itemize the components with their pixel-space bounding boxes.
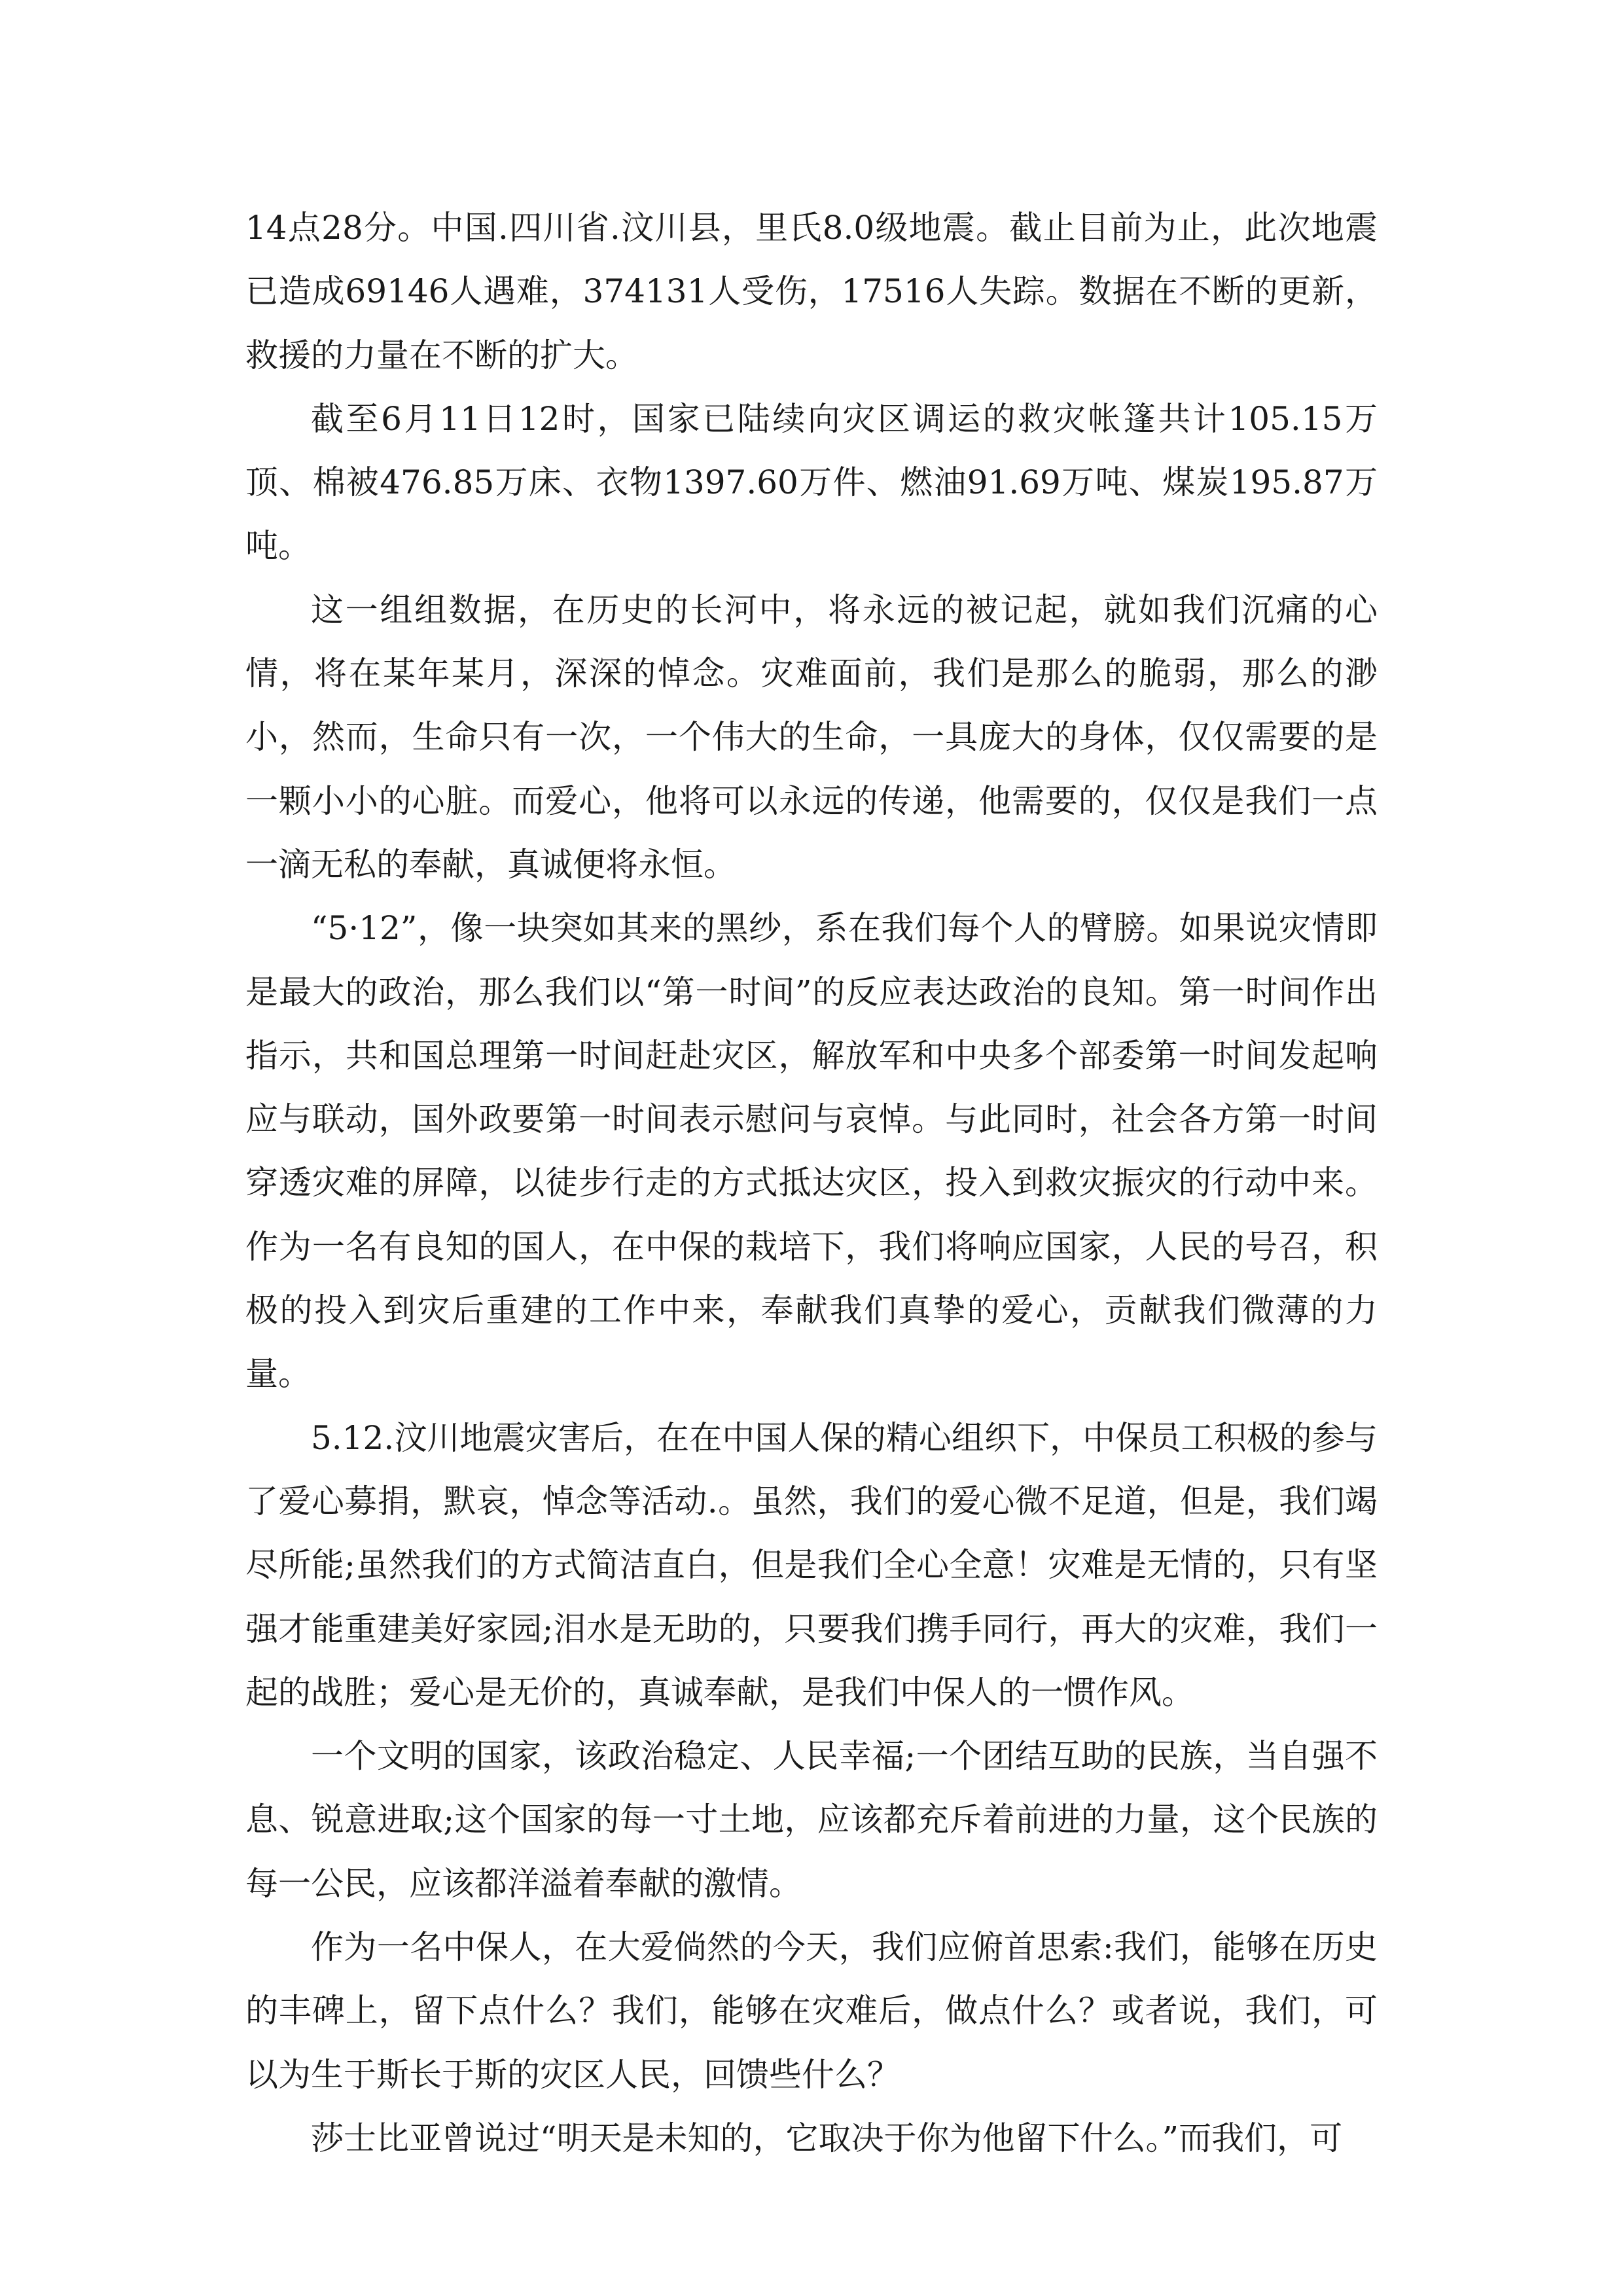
paragraph-5: 5.12.汶川地震灾害后，在在中国人保的精心组织下，中保员工积极的参与了爱心募捐，默哀，悼念等活动.。虽然，我们的爱心微不足道，但是，我们竭尽所能;虽然我们的方式简洁直白，但是我们全心全意！灾难是无情的，只有坚强才能重建美好家园;泪水是无助的，只要我们携手同行，再大的灾难，我们一起的战胜；爱心是无价的，真诚奉献，是我们中保人的一惯作风。 [245, 1418, 1378, 1712]
paragraph-7: 作为一名中保人，在大爱倘然的今天，我们应俯首思索:我们，能够在历史的丰碑上，留下点什么？我们，能够在灾难后，做点什么？或者说，我们，可以为生于斯长于斯的灾区人民，回馈些什么？ [245, 1928, 1378, 2094]
paragraph-1: 14点28分。中国.四川省.汶川县，里氏8.0级地震。截止目前为止，此次地震已造成69146人遇难，374131人受伤，17516人失踪。数据在不断的更新，救援的力量在不断的扩大。 [245, 209, 1378, 374]
paragraph-4: “5·12”，像一块突如其来的黑纱，系在我们每个人的臂膀。如果说灾情即是最大的政治，那么我们以“第一时间”的反应表达政治的良知。第一时间作出指示，共和国总理第一时间赶赴灾区，解放军和中央多个部委第一时间发起响应与联动，国外政要第一时间表示慰问与哀悼。与此同时，社会各方第一时间穿透灾难的屏障，以徒步行走的方式抵达灾区，投入到救灾振灾的行动中来。作为一名有良知的国人，在中保的栽培下，我们将响应国家，人民的号召，积极的投入到灾后重建的工作中来，奉献我们真挚的爱心，贡献我们微薄的力量。 [245, 909, 1378, 1393]
paragraph-8: 莎士比亚曾说过“明天是未知的，它取决于你为他留下什么。”而我们，可 [311, 2119, 1343, 2157]
paragraph-6: 一个文明的国家，该政治稳定、人民幸福;一个团结互助的民族，当自强不息、锐意进取;这个国家的每一寸土地，应该都充斥着前进的力量，这个民族的每一公民，应该都洋溢着奉献的激情。 [245, 1737, 1378, 1903]
paragraph-3: 这一组组数据，在历史的长河中，将永远的被记起，就如我们沉痛的心情，将在某年某月，深深的悼念。灾难面前，我们是那么的脆弱，那么的渺小，然而，生命只有一次，一个伟大的生命，一具庞大的身体，仅仅需要的是一颗小小的心脏。而爱心，他将可以永远的传递，他需要的，仅仅是我们一点一滴无私的奉献，真诚便将永恒。 [245, 590, 1378, 884]
document-body [245, 196, 1378, 2170]
paragraph-2: 截至6月11日12时，国家已陆续向灾区调运的救灾帐篷共计105.15万顶、棉被476.85万床、衣物1397.60万件、燃油91.69万吨、煤炭195.87万吨。 [245, 399, 1378, 565]
